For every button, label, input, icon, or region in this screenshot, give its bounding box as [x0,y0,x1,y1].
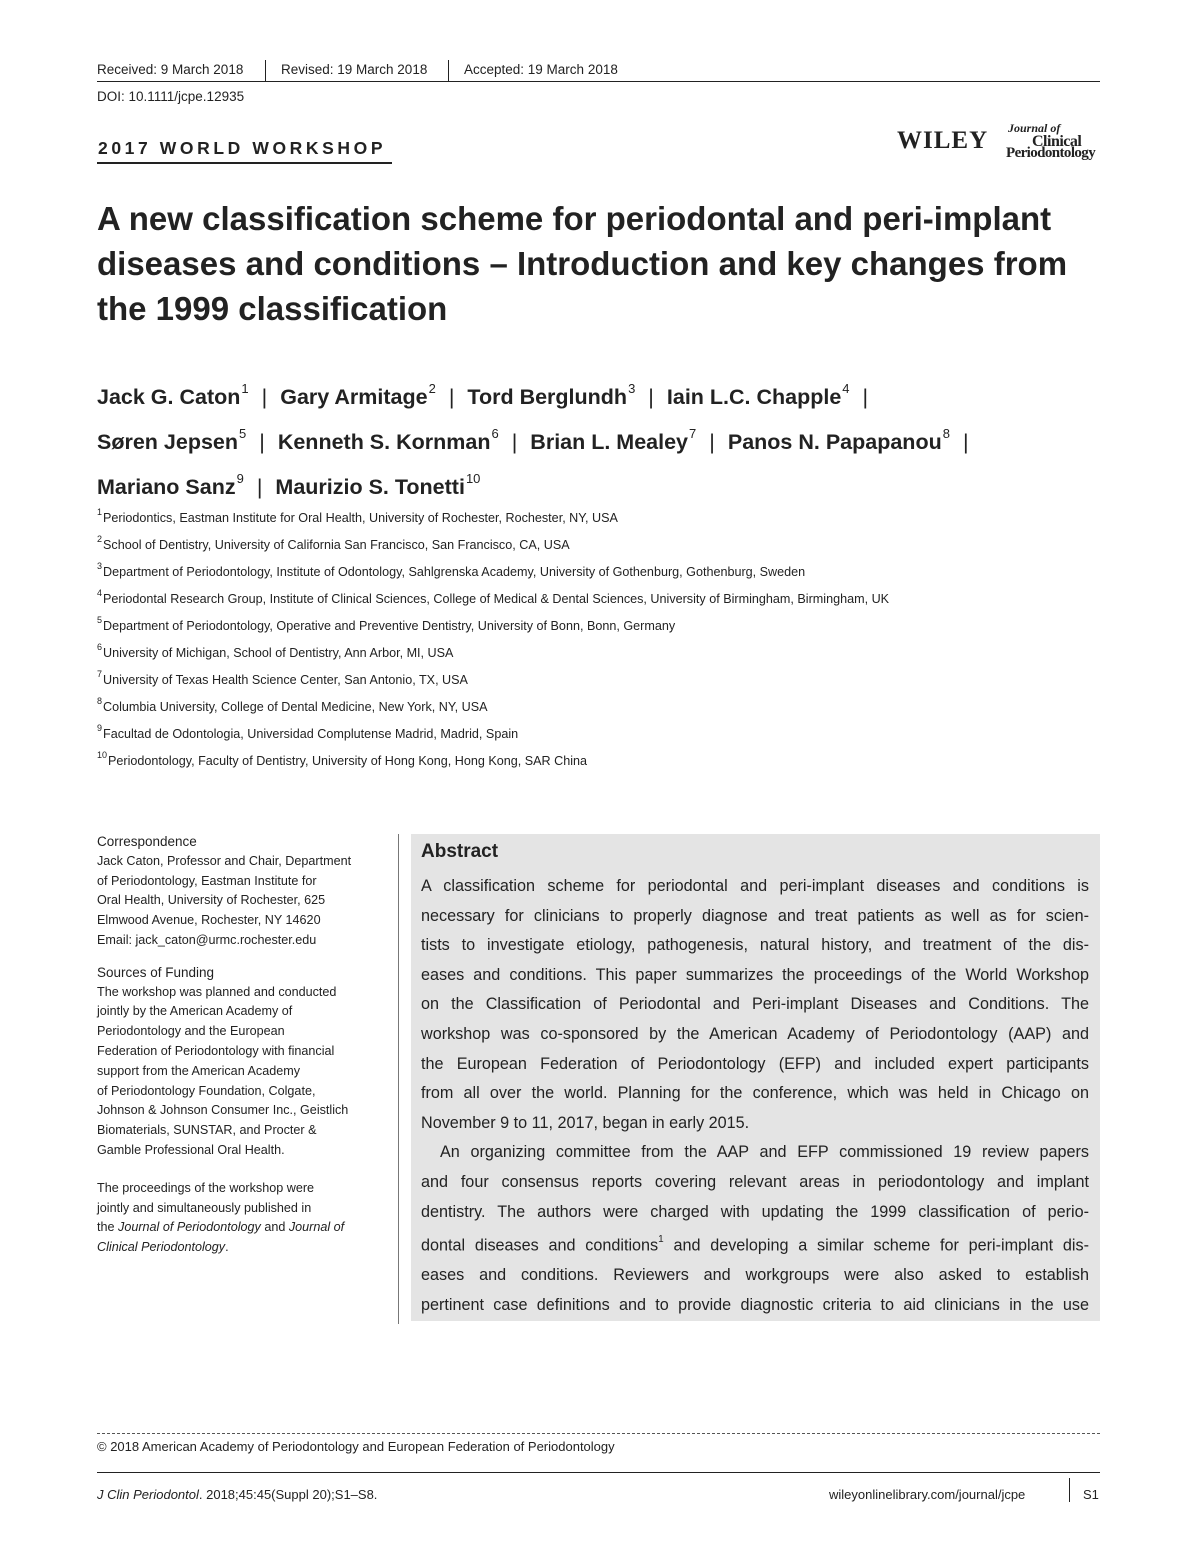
affiliation-item [97,698,488,714]
proceedings-text: the [97,1220,119,1235]
author-name[interactable]: Iain L.C. Chapple [666,385,842,410]
date-divider [265,60,266,81]
affiliation-item [97,671,468,687]
abstract-line: November 9 to 11, 2017, began in early 2015. [421,1113,750,1132]
doi-link[interactable]: DOI: 10.1111/jcpe.12935 [97,89,245,104]
citation-journal: J Clin Periodontol [97,1487,199,1502]
correspondence-heading: Correspondence [97,834,197,849]
author-list: Jack G. Caton$^1$ | Gary Armitage$^2$ | Tord Berglundh$^3$ | Iain L.C. Chapple$^4$ | Søren Jepsen$^5$ | Kenneth S. Kornman$^6$ | Brian L. Mealey$^7$ | Panos N. Papapanou$^8$ | Mariano Sanz$^9$ | Maurizio S. Tonetti$^{10}$ [97,381,969,500]
abstract-line: eases and conditions. Reviewers and workgroups were also asked to establish [421,1266,1089,1285]
page-divider [1069,1478,1070,1502]
funding-line: of Periodontology Foundation, Colgate, [97,1083,316,1098]
proceedings-line [97,1218,397,1238]
copyright-notice: © 2018 American Academy of Periodontology and European Federation of Periodontology [97,1439,615,1454]
journal-name: Clinical Periodontology [97,1240,226,1255]
correspondence-line: Oral Health, University of Rochester, 625 [97,893,326,908]
affiliation-number: 3 [97,561,103,571]
abstract-line: the European Federation of Periodontology (EFP) and included expert participants [421,1054,1089,1073]
affiliation-text: Department of Periodontology, Institute of Odontology, Sahlgrenska Academy, University of Gothenburg, Gothenburg, Sweden [103,565,806,580]
affiliation-item [97,617,675,633]
proceedings-line: The proceedings of the workshop were [97,1180,315,1195]
affiliation-text: Columbia University, College of Dental Medicine, New York, NY, USA [103,700,488,715]
abstract-heading: Abstract [421,841,499,862]
proceedings-text: and [260,1220,289,1235]
author-name[interactable]: Maurizio S. Tonetti [275,475,465,500]
author-affiliation-ref: 1 [241,381,249,396]
affiliation-text: Department of Periodontology, Operative and Preventive Dentistry, University of Bonn, Bonn, Germany [103,619,676,634]
received-date: Received: 9 March 2018 [97,62,244,77]
citation [97,1487,377,1502]
journal-name: Journal of Periodontology [118,1220,261,1235]
article-title [97,196,1107,331]
section-label: 2017 WORLD WORKSHOP [98,138,387,158]
affiliation-number: 10 [97,750,108,760]
affiliation-number: 7 [97,669,103,679]
funding-line: The workshop was planned and conducted [97,984,337,999]
section-underline [97,162,392,164]
journal-logo-line: Journal of [1008,121,1061,135]
abstract-line: workshop was co-sponsored by the American Academy of Periodontology (AAP) and [421,1024,1089,1043]
affiliation-number: 5 [97,615,103,625]
author-name[interactable]: Søren Jepsen [97,430,238,455]
funding-line: Gamble Professional Oral Health. [97,1142,285,1157]
author-affiliation-ref: 4 [842,381,850,396]
date-divider [448,60,449,81]
footer-dashed-rule [97,1433,1100,1434]
affiliation-number: 2 [97,534,103,544]
affiliation-item [97,536,570,552]
affiliation-number: 6 [97,642,103,652]
footer-rule [97,1472,1100,1473]
funding-heading: Sources of Funding [97,964,215,980]
affiliation-item [97,509,618,525]
accepted-date: Accepted: 19 March 2018 [464,62,618,77]
affiliation-number: 9 [97,723,103,733]
affiliation-item [97,563,805,579]
author-affiliation-ref: 10 [465,471,481,487]
author-affiliation-ref: 7 [689,426,697,442]
correspondence-line: of Periodontology, Eastman Institute for [97,873,317,888]
header-rule [97,81,1100,82]
affiliation-number: 4 [97,588,103,598]
reference-link[interactable]: 1 [658,1234,664,1246]
affiliation-item [97,752,587,768]
abstract-line: tists to investigate etiology, pathogenesis, natural history, and treatment of the dis- [421,936,1089,955]
abstract-line: on the Classification of Periodontal and Peri-implant Diseases and Conditions. The [421,995,1089,1014]
title-line: diseases and conditions – Introduction and key changes from [97,245,1068,282]
author-name[interactable]: Brian L. Mealey [530,430,689,455]
page-number: S1 [1083,1487,1099,1502]
funding-line: jointly by the American Academy of [97,1004,293,1019]
affiliation-number: 8 [97,696,103,706]
journal-name: Journal of [288,1220,345,1235]
funding-line: Federation of Periodontology with financial [97,1043,335,1058]
affiliation-text: University of Texas Health Science Center, San Antonio, TX, USA [103,673,468,688]
correspondence-line: Jack Caton, Professor and Chair, Department [97,853,352,868]
abstract-text-span: and developing a similar scheme for peri-implant dis- [663,1236,1089,1255]
author-name[interactable]: Tord Berglundh [467,385,628,410]
title-line: the 1999 classification [97,290,448,327]
abstract-line: pertinent case definitions and to provide diagnostic criteria to aid clinicians in the use [421,1295,1089,1314]
affiliation-item [97,590,889,606]
affiliation-text: School of Dentistry, University of California San Francisco, San Francisco, CA, USA [103,538,570,553]
affiliation-text: Periodontology, Faculty of Dentistry, University of Hong Kong, Hong Kong, SAR China [108,754,588,769]
author-name[interactable]: Mariano Sanz [97,475,236,500]
abstract-line: dentistry. The authors were charged with updating the 1999 classification of perio- [421,1202,1089,1221]
abstract-line: from all over the world. Planning for the conference, which was held in Chicago on [421,1084,1089,1103]
author-name[interactable]: Gary Armitage [280,385,428,410]
affiliation-text: Facultad de Odontologia, Universidad Complutense Madrid, Madrid, Spain [103,727,519,742]
journal-website-link[interactable]: wileyonlinelibrary.com/journal/jcpe [829,1487,1026,1502]
article-dates [97,60,1100,82]
author-affiliation-ref: 5 [239,426,247,442]
abstract-line: necessary for clinicians to properly diagnose and treat patients as well as for scien- [421,906,1089,925]
author-affiliation-ref: 6 [491,426,499,442]
funding-line: Periodontology and the European [97,1024,285,1039]
funding-line: Biomaterials, SUNSTAR, and Procter & [97,1123,317,1138]
abstract-text [421,872,1089,1320]
funding-line: support from the American Academy [97,1063,300,1078]
sidebar-notes [97,832,397,1258]
author-name[interactable]: Kenneth S. Kornman [277,430,491,455]
author-affiliation-ref: 8 [942,426,950,442]
correspondence-email[interactable]: Email: jack_caton@urmc.rochester.edu [97,932,317,947]
funding-line: Johnson & Johnson Consumer Inc., Geistlich [97,1103,349,1118]
wiley-logo: WILEY [897,127,989,154]
abstract-line: and four consensus reports covering relevant areas in periodontology and implant [421,1172,1089,1191]
journal-logo [1006,121,1106,165]
citation-details: . 2018;45:45(Suppl 20);S1–S8. [198,1487,378,1502]
abstract-line: An organizing committee from the AAP and EFP commissioned 19 review papers [440,1143,1089,1162]
proceedings-line: jointly and simultaneously published in [97,1200,312,1215]
journal-logo-line: Periodontology [1006,145,1096,161]
title-line: A new classification scheme for periodontal and peri-implant [97,200,1052,237]
proceedings-text: . [225,1240,229,1255]
correspondence-line: Elmwood Avenue, Rochester, NY 14620 [97,913,321,928]
author-name[interactable]: Jack G. Caton [97,385,241,410]
abstract-text-span: dontal diseases and conditions [421,1236,659,1255]
proceedings-line [97,1238,397,1258]
author-affiliation-ref: 3 [628,381,636,396]
affiliation-item [97,725,518,741]
affiliation-item [97,644,453,660]
author-affiliation-ref: 2 [428,381,436,396]
abstract-line: A classification scheme for periodontal and peri-implant diseases and conditions is [421,877,1089,895]
affiliation-text: University of Michigan, School of Dentistry, Ann Arbor, MI, USA [103,646,454,661]
column-divider [398,834,399,1324]
affiliation-text: Periodontal Research Group, Institute of Clinical Sciences, College of Medical & Dental Sciences, University of Birmingham, Birmingham, UK [103,592,890,607]
author-affiliation-ref: 9 [236,471,244,487]
abstract-line: eases and conditions. This paper summarizes the proceedings of the World Workshop [421,965,1089,984]
abstract-line [421,1227,1089,1261]
author-name[interactable]: Panos N. Papapanou [727,430,942,455]
affiliation-text: Periodontics, Eastman Institute for Oral Health, University of Rochester, Rochester, NY, USA [103,511,618,526]
affiliation-number: 1 [97,507,103,517]
revised-date: Revised: 19 March 2018 [281,62,428,77]
journal-logo-line: Clinical [1032,133,1082,150]
